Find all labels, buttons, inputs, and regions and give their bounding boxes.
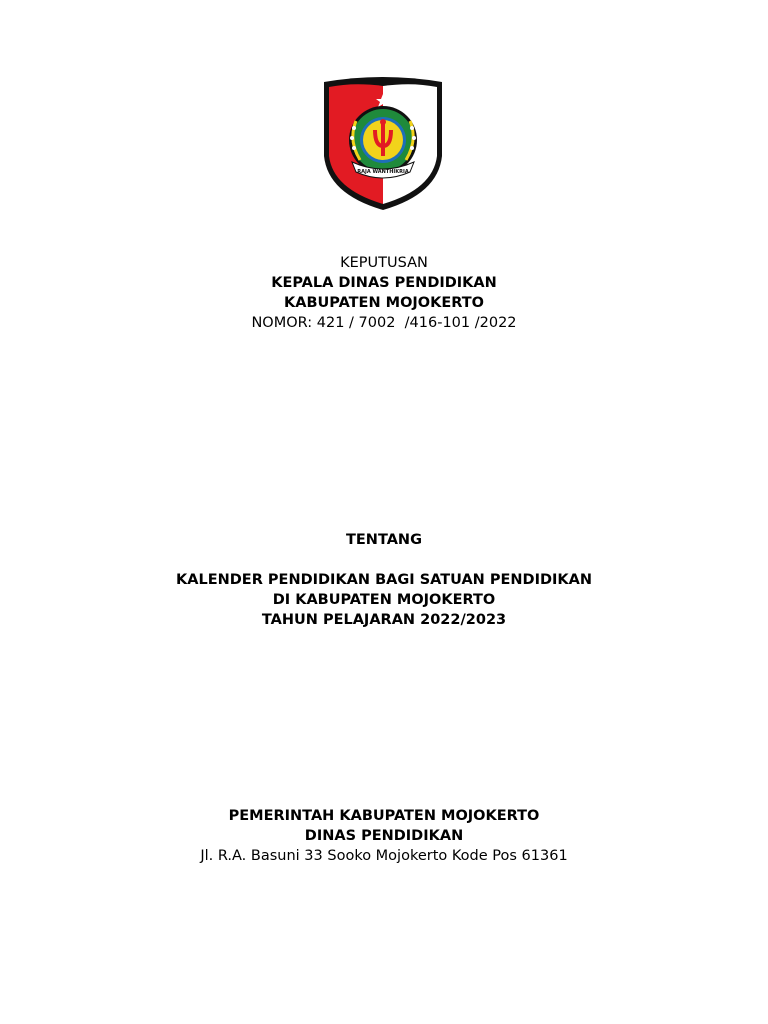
subject-line-2: DI KABUPATEN MOJOKERTO xyxy=(272,592,496,608)
mojokerto-regency-emblem-icon xyxy=(318,76,448,213)
decree-number: NOMOR: 421 / 7002 /416-101 /2022 xyxy=(251,315,517,331)
subject-line-1: KALENDER PENDIDIKAN BAGI SATUAN PENDIDIKAN xyxy=(176,572,592,588)
decree-title: KEPUTUSAN xyxy=(340,255,428,271)
government-name: PEMERINTAH KABUPATEN MOJOKERTO xyxy=(228,808,540,824)
office-address: Jl. R.A. Basuni 33 Sooko Mojokerto Kode Pos 61361 xyxy=(200,848,568,864)
authority-line-1: KEPALA DINAS PENDIDIKAN xyxy=(271,275,497,291)
svg-text:RAJA WANTHIKRIA: RAJA WANTHIKRIA xyxy=(357,169,409,175)
subject-line-3: TAHUN PELAJARAN 2022/2023 xyxy=(261,612,507,628)
authority-line-2: KABUPATEN MOJOKERTO xyxy=(283,295,484,311)
subject-label: TENTANG xyxy=(346,532,422,548)
office-name: DINAS PENDIDIKAN xyxy=(304,828,464,844)
